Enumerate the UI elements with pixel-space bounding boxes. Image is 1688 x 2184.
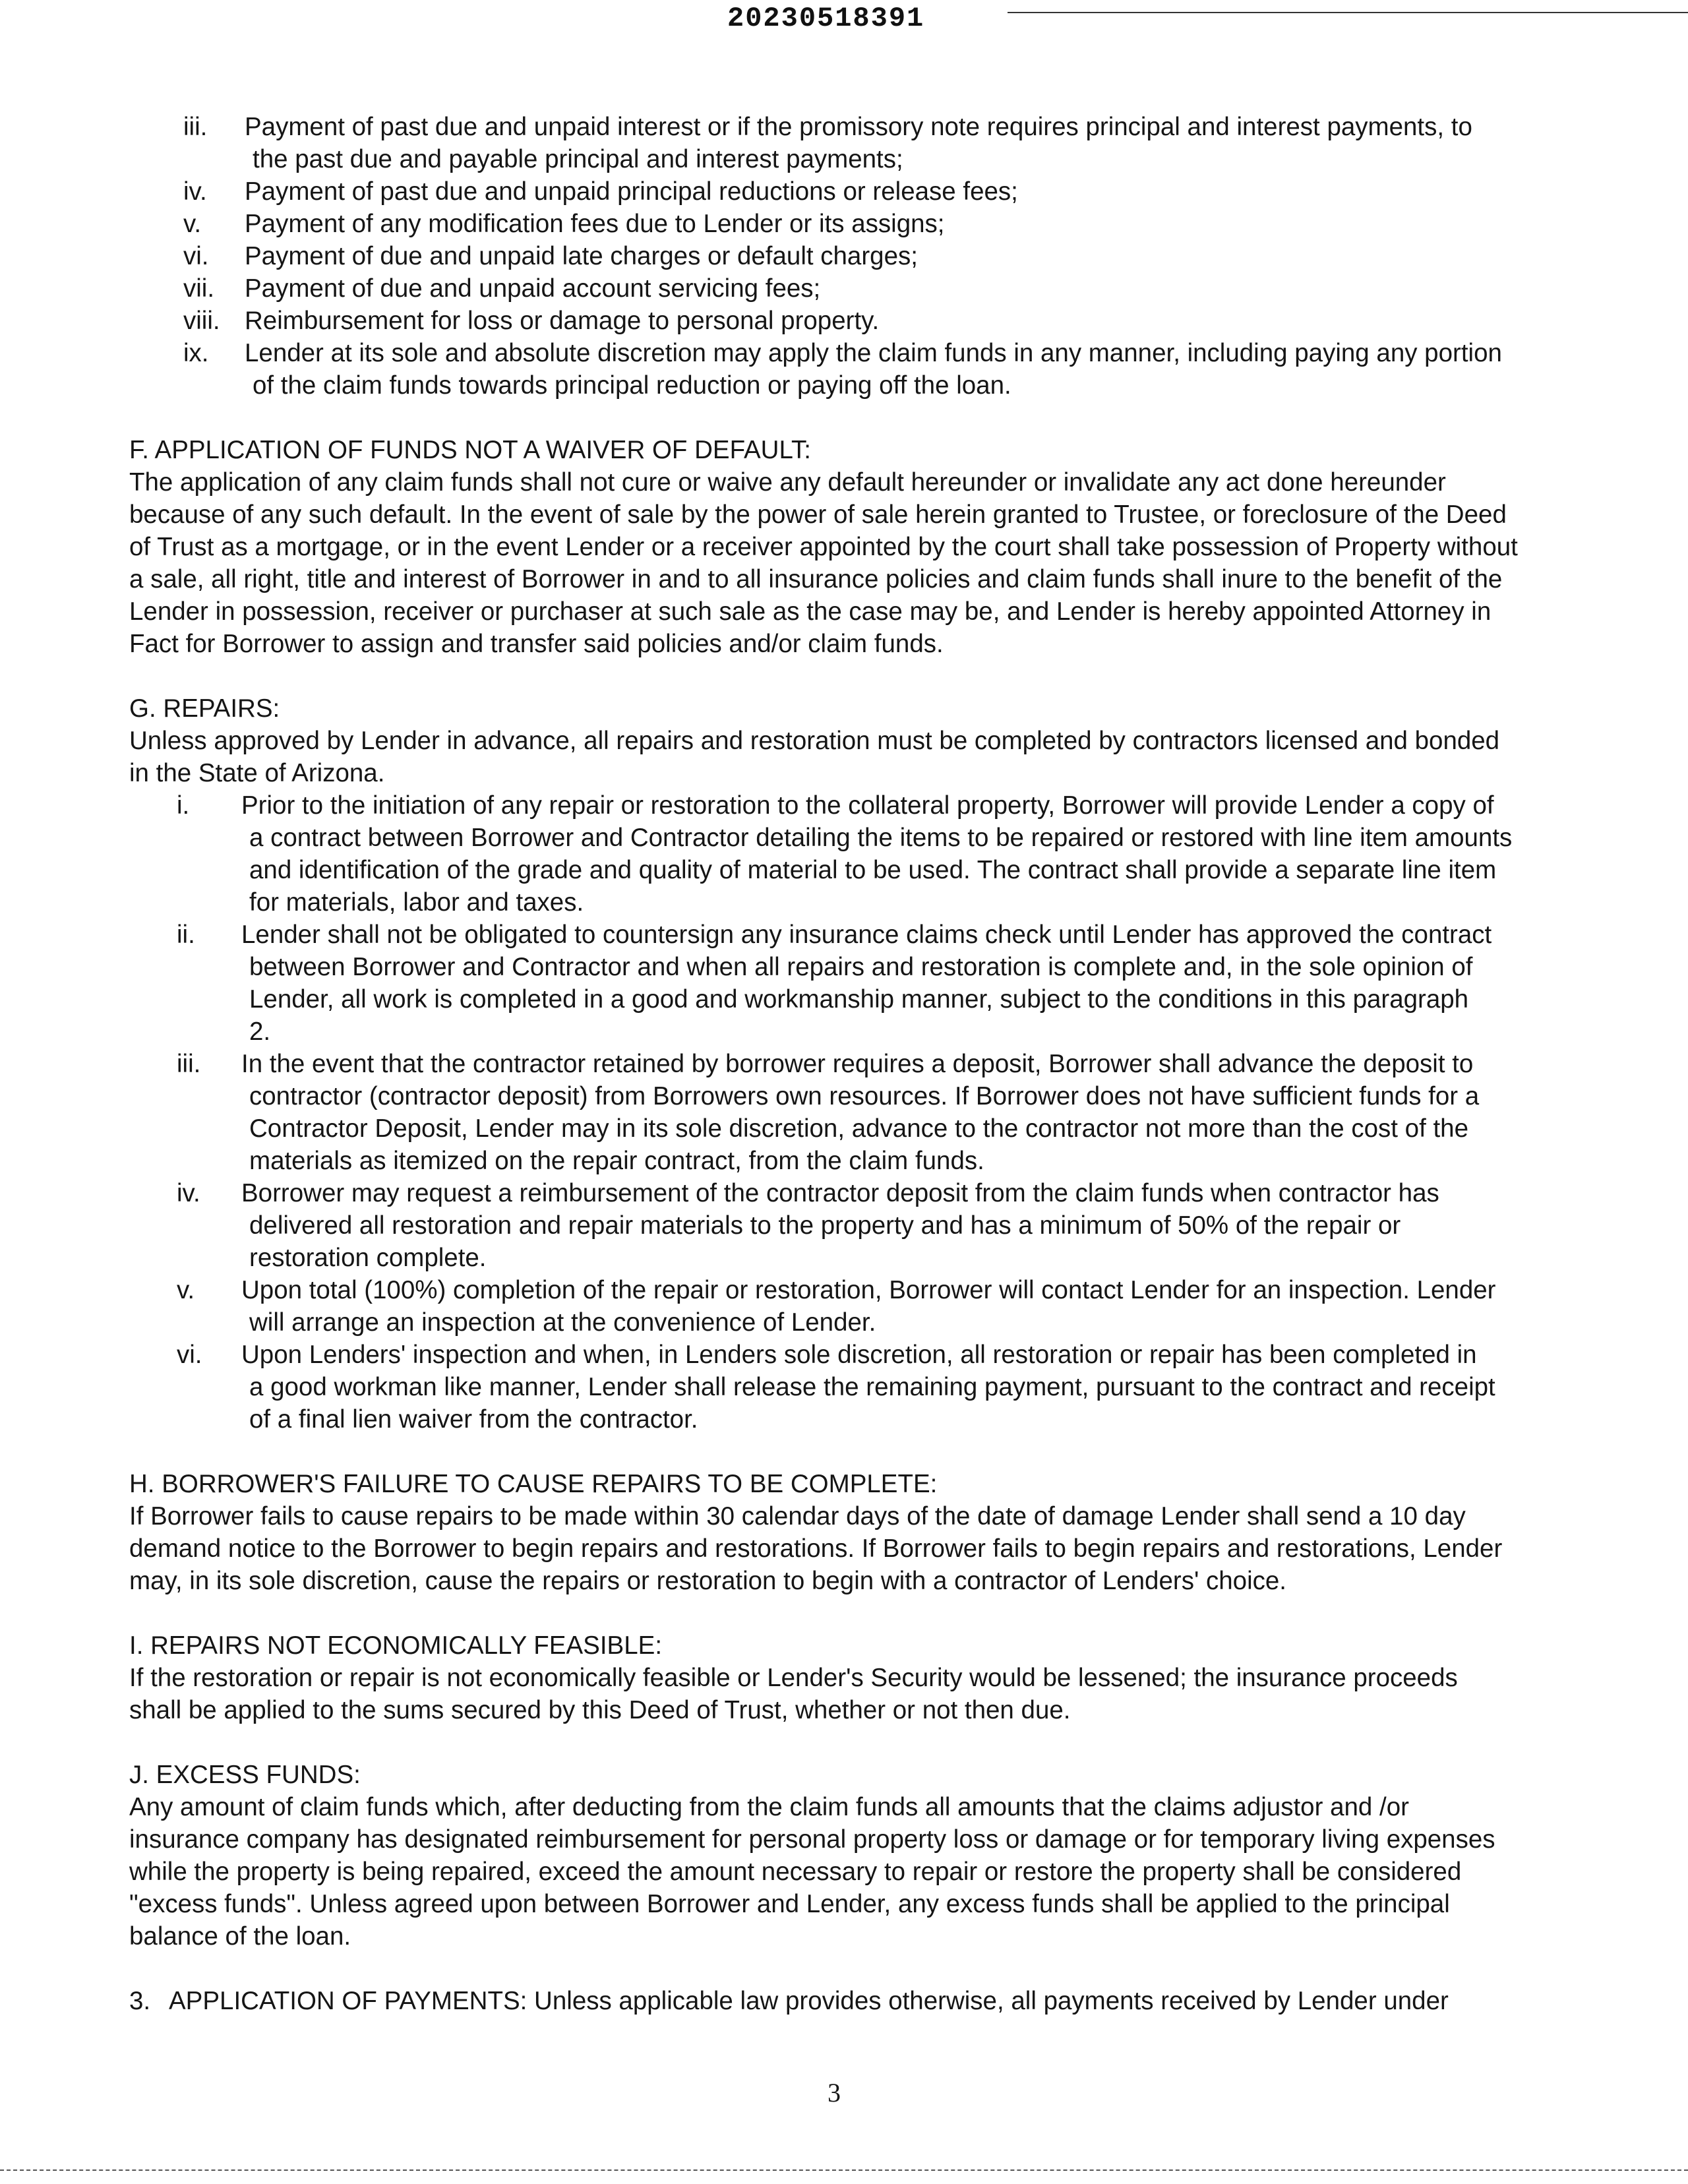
text-line: Unless approved by Lender in advance, all repairs and restoration must be completed by contractors licensed and bonded <box>129 727 1500 755</box>
list-item-line: delivered all restoration and repair materials to the property and has a minimum of 50% of the repair or <box>249 1211 1401 1240</box>
list-item-line: In the event that the contractor retained by borrower requires a deposit, Borrower shall advance the deposit to <box>241 1050 1474 1078</box>
list-item-number: vi. <box>183 242 209 270</box>
text-line: insurance company has designated reimbursement for personal property loss or damage or for temporary living expenses <box>129 1825 1495 1854</box>
list-item-number: vi. <box>177 1341 202 1369</box>
list-item-number: iv. <box>183 177 207 206</box>
list-item-number: iii. <box>183 113 208 141</box>
list-item-line: of the claim funds towards principal reduction or paying off the loan. <box>253 371 1011 400</box>
section-i <box>129 1629 1563 1726</box>
section-3-text: APPLICATION OF PAYMENTS: Unless applicable law provides otherwise, all payments received by Lender under <box>169 1987 1449 2015</box>
list-item <box>129 240 1563 272</box>
list-item-number: iv. <box>177 1179 200 1207</box>
text-line: Any amount of claim funds which, after deducting from the claim funds all amounts that the claims adjustor and /or <box>129 1793 1409 1821</box>
list-item <box>129 919 1563 1048</box>
list-item-line: will arrange an inspection at the convenience of Lender. <box>249 1308 876 1337</box>
text-line: Lender in possession, receiver or purchaser at such sale as the case may be, and Lender is hereby appointed Attorney in <box>129 597 1492 626</box>
text-line: while the property is being repaired, exceed the amount necessary to repair or restore the property shall be considered <box>129 1858 1462 1886</box>
list-item-line: of a final lien waiver from the contractor. <box>249 1405 698 1434</box>
list-item-line: Upon Lenders' inspection and when, in Lenders sole discretion, all restoration or repair has been completed in <box>241 1341 1477 1369</box>
section-f <box>129 434 1563 660</box>
list-item-line: Payment of past due and unpaid principal reductions or release fees; <box>245 177 1018 206</box>
list-item-line: a contract between Borrower and Contractor detailing the items to be repaired or restored with line item amounts <box>249 824 1513 852</box>
page-number: 3 <box>828 2078 841 2108</box>
list-item <box>129 272 1563 305</box>
list-item-line: materials as itemized on the repair contract, from the claim funds. <box>249 1147 984 1175</box>
list-item-line: Payment of due and unpaid late charges or default charges; <box>245 242 918 270</box>
list-item-line: contractor (contractor deposit) from Borrowers own resources. If Borrower does not have sufficient funds for a <box>249 1082 1480 1110</box>
list-item <box>129 1339 1563 1436</box>
section-i-heading: I. REPAIRS NOT ECONOMICALLY FEASIBLE: <box>129 1631 663 1660</box>
page-header <box>0 0 1688 40</box>
list-item-line: Lender, all work is completed in a good and workmanship manner, subject to the conditions in this paragraph <box>249 985 1469 1014</box>
list-item-line: Upon total (100%) completion of the repair or restoration, Borrower will contact Lender for an inspection. Lender <box>241 1276 1496 1304</box>
list-item-number: vii. <box>183 274 215 303</box>
list-item-line: Borrower may request a reimbursement of the contractor deposit from the claim funds when contractor has <box>241 1179 1439 1207</box>
list-item-line: Prior to the initiation of any repair or restoration to the collateral property, Borrower will provide Lender a copy of <box>241 791 1494 820</box>
list-item-number: viii. <box>183 307 220 335</box>
text-line: "excess funds". Unless agreed upon between Borrower and Lender, any excess funds shall be applied to the principal <box>129 1890 1450 1918</box>
section-h-body <box>129 1500 1563 1597</box>
text-line: If the restoration or repair is not economically feasible or Lender's Security would be lessened; the insurance proceeds <box>129 1664 1458 1692</box>
section-3-number: 3. <box>129 1987 151 2015</box>
section-j <box>129 1759 1563 1953</box>
list-item <box>129 305 1563 337</box>
top-list <box>129 111 1563 402</box>
section-j-heading: J. EXCESS FUNDS: <box>129 1761 361 1789</box>
list-item-line: Payment of due and unpaid account servicing fees; <box>245 274 821 303</box>
list-item-line: 2. <box>249 1017 271 1046</box>
text-line: If Borrower fails to cause repairs to be made within 30 calendar days of the date of damage Lender shall send a 10 day <box>129 1502 1466 1531</box>
list-item-line: Reimbursement for loss or damage to personal property. <box>245 307 880 335</box>
text-line: demand notice to the Borrower to begin repairs and restorations. If Borrower fails to begin repairs and restorations, Lender <box>129 1534 1503 1563</box>
text-line: may, in its sole discretion, cause the repairs or restoration to begin with a contractor of Lenders' choice. <box>129 1567 1286 1595</box>
section-f-body <box>129 466 1563 660</box>
section-3 <box>129 1985 1563 2017</box>
list-item-number: ix. <box>183 339 209 367</box>
list-item-line: a good workman like manner, Lender shall release the remaining payment, pursuant to the contract and receipt <box>249 1373 1495 1401</box>
text-line: because of any such default. In the event of sale by the power of sale herein granted to Trustee, or foreclosure of the Deed <box>129 501 1507 529</box>
list-item <box>129 1048 1563 1177</box>
list-item-line: Lender at its sole and absolute discretion may apply the claim funds in any manner, including paying any portion <box>245 339 1502 367</box>
text-line: The application of any claim funds shall not cure or waive any default hereunder or invalidate any act done hereunder <box>129 468 1446 497</box>
text-line: of Trust as a mortgage, or in the event Lender or a receiver appointed by the court shall take possession of Property without <box>129 533 1518 561</box>
list-item-number: ii. <box>177 921 195 949</box>
list-item-number: i. <box>177 791 190 820</box>
list-item <box>129 208 1563 240</box>
text-line: a sale, all right, title and interest of Borrower in and to all insurance policies and claim funds shall inure to the benefit of the <box>129 565 1503 593</box>
text-line: shall be applied to the sums secured by this Deed of Trust, whether or not then due. <box>129 1696 1071 1724</box>
footer-rule <box>0 2169 1688 2171</box>
text-line: in the State of Arizona. <box>129 759 385 787</box>
list-item <box>129 1274 1563 1339</box>
list-item-number: v. <box>177 1276 195 1304</box>
section-h <box>129 1468 1563 1597</box>
list-item <box>129 1177 1563 1274</box>
list-item-line: Lender shall not be obligated to countersign any insurance claims check until Lender has approved the contract <box>241 921 1492 949</box>
header-rule <box>1008 12 1688 13</box>
list-item-line: and identification of the grade and quality of material to be used. The contract shall provide a separate line item <box>249 856 1497 884</box>
list-item-line: restoration complete. <box>249 1244 487 1272</box>
list-item-line: Payment of past due and unpaid interest or if the promissory note requires principal and interest payments, to <box>245 113 1472 141</box>
section-g <box>129 692 1563 1436</box>
list-item <box>129 789 1563 919</box>
list-item <box>129 337 1563 402</box>
list-item-number: v. <box>183 210 202 238</box>
list-item-line: for materials, labor and taxes. <box>249 888 584 917</box>
section-g-heading: G. REPAIRS: <box>129 694 280 723</box>
list-item-line: between Borrower and Contractor and when all repairs and restoration is complete and, in the sole opinion of <box>249 953 1473 981</box>
section-g-list <box>129 789 1563 1436</box>
section-g-body <box>129 725 1563 789</box>
text-line: Fact for Borrower to assign and transfer said policies and/or claim funds. <box>129 630 944 658</box>
document-body <box>129 111 1563 2017</box>
list-item <box>129 111 1563 175</box>
list-item-line: the past due and payable principal and interest payments; <box>253 145 903 173</box>
list-item-line: Contractor Deposit, Lender may in its sole discretion, advance to the contractor not more than the cost of the <box>249 1114 1468 1143</box>
section-h-heading: H. BORROWER'S FAILURE TO CAUSE REPAIRS TO BE COMPLETE: <box>129 1470 938 1498</box>
list-item <box>129 175 1563 208</box>
section-i-body <box>129 1662 1563 1726</box>
list-item-line: Payment of any modification fees due to Lender or its assigns; <box>245 210 945 238</box>
list-item-number: iii. <box>177 1050 201 1078</box>
section-f-heading: F. APPLICATION OF FUNDS NOT A WAIVER OF DEFAULT: <box>129 436 811 464</box>
text-line: balance of the loan. <box>129 1922 351 1951</box>
recording-number: 20230518391 <box>727 3 925 34</box>
section-j-body <box>129 1791 1563 1953</box>
